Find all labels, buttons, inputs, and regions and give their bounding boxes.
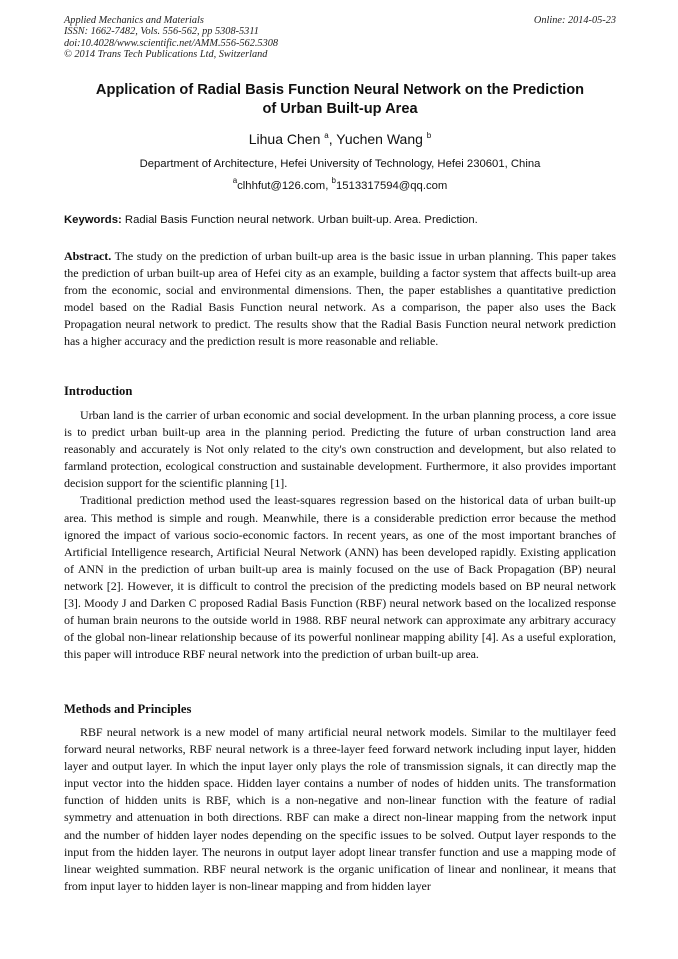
email-separator: , (325, 180, 332, 192)
journal-name: Applied Mechanics and Materials (64, 15, 204, 26)
doi-line: doi:10.4028/www.scientific.net/AMM.556-562.5308 (64, 37, 279, 49)
copyright-line: © 2014 Trans Tech Publications Ltd, Switzerland (64, 48, 268, 60)
intro-paragraph-1: Urban land is the carrier of urban economic and social development. In the urban planning process, a core issue is to predict urban built-up area in the planning period. Predicting the future of urban construction land area reasonably and accurately is Not only related to the city's own construction and development, but also related to farmland protection, ecological construction and sustainable development. Furthermore, it also provides important decision support for the scientific planning [1]. (64, 408, 616, 491)
email-wang[interactable]: 1513317594@qq.com (335, 180, 448, 192)
journal-header (64, 15, 616, 60)
email-chen-mark: a (232, 176, 238, 185)
email-list (64, 176, 616, 193)
intro-paragraph-2: Traditional prediction method used the least-squares regression based on the historical data of urban built-up area. This method is simple and rough. Meanwhile, there is a considerable prediction error because the method ignored the impact of various socio-economic factors. In recent years, as one of the most important branches of Artificial Intelligence research, Artificial Neural Network (ANN) has been developed rapidly. Existing application of ANN in the prediction of urban built-up area is mainly focused on the use of Back Propagation (BP) neural network [2]. However, it is difficult to control the precision of the predicting models based on BP neural network [3]. Moody J and Darken C proposed Radial Basis Function (RBF) neural network based on the localized response of human brain neurons to the outside world in 1988. RBF neural network can approximate any arbitrary accuracy of the global non-linear relationship because of its powerful nonlinear mapping ability [4]. As a useful exploration, this paper will introduce RBF neural network into the prediction of urban built-up area. (64, 493, 616, 662)
title-line-2: of Urban Built-up Area (262, 101, 418, 117)
author-list (64, 130, 616, 148)
author-wang: Yuchen Wang (336, 131, 423, 147)
abstract-label: Abstract. (64, 249, 112, 263)
author-separator: , (328, 131, 337, 147)
author-wang-affil-mark: b (426, 131, 432, 140)
author-chen: Lihua Chen (248, 131, 321, 147)
author-chen-affil-mark: a (324, 131, 329, 140)
methods-paragraph-1: RBF neural network is a new model of many artificial neural network models. Similar to the multilayer feed forward neural networks, RBF neural network is a three-layer feed forward network including input layer, hidden layer and output layer. In which the input layer only plays the role of transmission signals, it can directly map the input vector into the hidden space. Hidden layer contains a number of nodes of hidden units. The transformation function of hidden units is RBF, which is a non-negative and non-linear function with the feature of radial symmetry and attenuation in both directions. RBF can make a direct non-linear mapping from the network input and the number of hidden layer nodes depending on the specific issues to be solved. Output layer responds to the input from the hidden layer. The neurons in output layer adopt linear transfer function and use a mapping mode of linear weighted summation. RBF neural network is the organic unification of linear and nonlinear, it means that from input layer to hidden layer is non-linear mapping and from hidden layer (64, 725, 616, 893)
email-chen[interactable]: clhhfut@126.com (237, 180, 326, 192)
keywords-label: Keywords: (64, 214, 122, 226)
title-line-1: Application of Radial Basis Function Neural Network on the Prediction (95, 82, 585, 98)
introduction-heading: Introduction (64, 384, 133, 398)
introduction-body (64, 407, 616, 663)
affiliation: Department of Architecture, Hefei University of Technology, Hefei 230601, China (139, 158, 541, 170)
keywords (64, 213, 616, 227)
email-wang-mark: b (331, 176, 336, 185)
online-date: Online: 2014-05-23 (533, 15, 616, 26)
abstract (64, 248, 616, 351)
keywords-text: Radial Basis Function neural network. Urban built-up. Area. Prediction. (121, 214, 478, 226)
abstract-text: The study on the prediction of urban built-up area is the basic issue in urban planning. This paper takes the prediction of urban built-up area of Hefei city as an example, building a factor system that affects built-up area from the economic, social and environmental dimensions. Then, the paper establishes a quantitative prediction model based on the Radial Basis Function neural network. As a comparison, the paper also uses the Back Propagation neural network to predict. The results show that the Radial Basis Function neural network prediction has a higher accuracy and the prediction result is more reasonable and reliable. (64, 249, 616, 349)
issn-line: ISSN: 1662-7482, Vols. 556-562, pp 5308-5311 (64, 26, 259, 38)
methods-heading: Methods and Principles (64, 702, 192, 716)
abstract-paragraph (64, 248, 616, 351)
methods-body (64, 724, 616, 895)
paper-title (64, 81, 616, 119)
